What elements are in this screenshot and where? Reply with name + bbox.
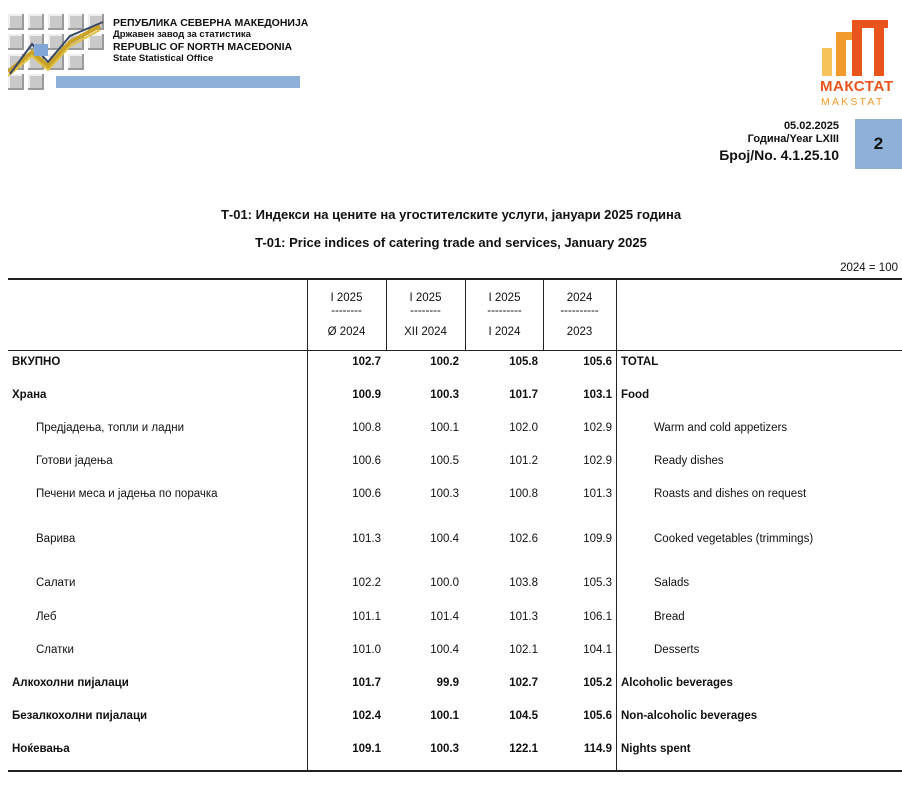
- value-cell: 105.6: [583, 356, 612, 368]
- row-label-mk: Слатки: [36, 644, 74, 656]
- value-cell: 105.2: [583, 677, 612, 689]
- value-cell: 100.9: [352, 389, 381, 401]
- row-label-mk: Предјадења, топли и ладни: [36, 422, 185, 434]
- header-bar: [56, 76, 300, 88]
- row-label-mk: Алкохолни пијалаци: [12, 677, 129, 689]
- row-label-mk: Храна: [12, 389, 47, 401]
- table-top-rule: [8, 278, 902, 280]
- value-cell: 102.2: [352, 577, 381, 589]
- value-cell: 100.0: [430, 577, 459, 589]
- office-name-mk: Државен завод за статистика: [113, 29, 251, 40]
- row-label-en: Roasts and dishes on request: [654, 488, 807, 500]
- row-label-en: Cooked vegetables (trimmings): [654, 533, 814, 545]
- row-label-mk: ВКУПНО: [12, 356, 61, 368]
- row-label-en: Desserts: [654, 644, 700, 656]
- row-label-en: Bread: [654, 611, 685, 623]
- base-note: 2024 = 100: [840, 262, 898, 274]
- value-cell: 101.3: [509, 611, 538, 623]
- row-label-mk: Ноќевања: [12, 743, 70, 755]
- value-cell: 100.3: [430, 389, 459, 401]
- value-cell: 100.8: [352, 422, 381, 434]
- issue-number: Број/No. 4.1.25.10: [719, 147, 839, 163]
- column-header: [465, 291, 544, 338]
- value-cell: 104.5: [509, 710, 538, 722]
- row-label-en: Salads: [654, 577, 690, 589]
- value-cell: 104.1: [583, 644, 612, 656]
- row-label-mk: Леб: [36, 611, 57, 623]
- row-label-en: Nights spent: [621, 743, 691, 755]
- brand-sub: MAKSTAT: [821, 96, 885, 108]
- value-cell: 103.1: [583, 389, 612, 401]
- table-row: [0, 642, 902, 660]
- table-title-en: T-01: Price indices of catering trade and services, January 2025: [255, 235, 647, 250]
- value-cell: 100.1: [430, 710, 459, 722]
- value-cell: 103.8: [509, 577, 538, 589]
- column-header-separator: --------: [331, 305, 362, 317]
- row-label-en: Ready dishes: [654, 455, 724, 467]
- value-cell: 100.3: [430, 488, 459, 500]
- table-row: [0, 609, 902, 627]
- table-row: [0, 387, 902, 405]
- value-cell: 100.6: [352, 455, 381, 467]
- column-header-separator: ----------: [560, 305, 599, 317]
- value-cell: 100.1: [430, 422, 459, 434]
- value-cell: 101.3: [583, 488, 612, 500]
- row-label-mk: Готови јадења: [36, 455, 113, 467]
- table-row: [0, 486, 902, 504]
- value-cell: 105.3: [583, 577, 612, 589]
- row-label-en: Food: [621, 389, 650, 401]
- brand-main: МАКСТАТ: [820, 78, 894, 95]
- value-cell: 102.7: [352, 356, 381, 368]
- column-header: [543, 291, 616, 338]
- row-label-mk: Безалкохолни пијалаци: [12, 710, 148, 722]
- column-header: [386, 291, 465, 338]
- column-header-top: 2024: [566, 292, 593, 304]
- table-row: [0, 531, 902, 549]
- table-title-mk: Т-01: Индекси на цените на угостителските услуги, јануари 2025 година: [220, 207, 682, 222]
- value-cell: 100.3: [430, 743, 459, 755]
- makstat-logo: [816, 18, 902, 108]
- value-cell: 100.2: [430, 356, 459, 368]
- office-name-en: State Statistical Office: [113, 53, 214, 64]
- table-header-rule: [8, 350, 902, 351]
- row-label-en: TOTAL: [621, 356, 659, 368]
- table-row: [0, 354, 902, 372]
- value-cell: 109.1: [352, 743, 381, 755]
- row-label-en: Alcoholic beverages: [621, 677, 733, 689]
- value-cell: 114.9: [583, 743, 612, 755]
- value-cell: 100.5: [430, 455, 459, 467]
- table-row: [0, 575, 902, 593]
- table-row: [0, 420, 902, 438]
- row-label-mk: Печени меса и јадења по порачка: [36, 488, 218, 500]
- column-header-bottom: I 2024: [488, 326, 521, 338]
- value-cell: 101.3: [352, 533, 381, 545]
- organization-name: [113, 17, 308, 65]
- row-label-en: Warm and cold appetizers: [654, 422, 788, 434]
- value-cell: 102.9: [583, 422, 612, 434]
- value-cell: 102.1: [509, 644, 538, 656]
- value-cell: 101.4: [430, 611, 459, 623]
- value-cell: 100.8: [509, 488, 538, 500]
- value-cell: 105.8: [509, 356, 538, 368]
- table-row: [0, 741, 902, 759]
- value-cell: 106.1: [583, 611, 612, 623]
- table-row: [0, 675, 902, 693]
- column-header-bottom: XII 2024: [404, 326, 447, 338]
- row-label-en: Non-alcoholic beverages: [621, 710, 758, 722]
- issue-year: Година/Year LXIII: [747, 133, 839, 145]
- column-header-top: I 2025: [409, 292, 442, 304]
- value-cell: 99.9: [436, 677, 459, 689]
- column-header-separator: ---------: [487, 305, 522, 317]
- row-label-mk: Варива: [36, 533, 76, 545]
- column-header-top: I 2025: [488, 292, 521, 304]
- org-name-en: REPUBLIC OF NORTH MACEDONIA: [113, 41, 293, 53]
- issue-date: 05.02.2025: [783, 120, 839, 132]
- table-row: [0, 453, 902, 471]
- value-cell: 102.7: [509, 677, 538, 689]
- column-header: [307, 291, 386, 338]
- value-cell: 102.9: [583, 455, 612, 467]
- value-cell: 109.9: [583, 533, 612, 545]
- value-cell: 100.6: [352, 488, 381, 500]
- value-cell: 102.4: [352, 710, 381, 722]
- value-cell: 105.6: [583, 710, 612, 722]
- column-header-top: I 2025: [330, 292, 363, 304]
- org-name-mk: РЕПУБЛИКА СЕВЕРНА МАКЕДОНИЈА: [113, 17, 309, 29]
- makstat-logo-icon: [816, 18, 902, 78]
- value-cell: 101.2: [509, 455, 538, 467]
- table-row: [0, 708, 902, 726]
- value-cell: 101.7: [509, 389, 538, 401]
- value-cell: 101.1: [352, 611, 381, 623]
- table-bottom-rule: [8, 770, 902, 772]
- value-cell: 100.4: [430, 644, 459, 656]
- value-cell: 102.6: [509, 533, 538, 545]
- row-label-mk: Салати: [36, 577, 76, 589]
- column-header-bottom: Ø 2024: [327, 326, 366, 338]
- value-cell: 101.7: [352, 677, 381, 689]
- column-header-bottom: 2023: [566, 326, 593, 338]
- value-cell: 100.4: [430, 533, 459, 545]
- page-number-badge: 2: [855, 119, 902, 169]
- column-header-separator: --------: [410, 305, 441, 317]
- value-cell: 101.0: [352, 644, 381, 656]
- value-cell: 102.0: [509, 422, 538, 434]
- issue-info: [719, 120, 839, 164]
- value-cell: 122.1: [509, 743, 538, 755]
